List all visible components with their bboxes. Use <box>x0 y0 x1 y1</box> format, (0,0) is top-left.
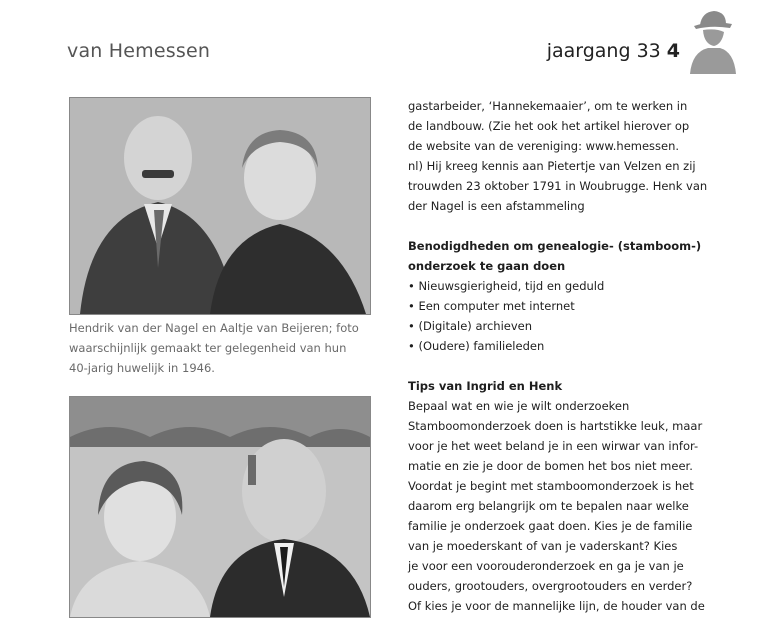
caption-line: Hendrik van der Nagel en Aaltje van Beijeren; foto <box>69 321 359 335</box>
portrait-photo-couple-1946 <box>69 97 371 315</box>
intro-line: de website van de vereniging: www.hemessen. <box>408 139 680 153</box>
intro-line: gastarbeider, ‘Hannekemaaier’, om te werken in <box>408 99 688 113</box>
caption-line: 40-jarig huwelijk in 1946. <box>69 361 215 375</box>
body-line: van je moederskant of van je vaderskant? Kies <box>408 539 678 553</box>
article-column <box>408 96 718 616</box>
list-item: • (Digitale) archieven <box>408 316 718 336</box>
intro-line: der Nagel is een afstammeling <box>408 199 585 213</box>
photo1-caption <box>69 318 379 378</box>
body-line: ouders, grootouders, overgrootouders en verder? <box>408 579 693 593</box>
body-line: je voor een voorouderonderzoek en ga je van je <box>408 559 684 573</box>
intro-line: de landbouw. (Zie het ook het artikel hierover op <box>408 119 690 133</box>
section-heading: Benodigdheden om genealogie- (stamboom-) <box>408 239 702 253</box>
requirements-list <box>408 276 718 356</box>
list-item: • Nieuwsgierigheid, tijd en geduld <box>408 276 718 296</box>
volume-label: jaargang 33 <box>546 40 661 62</box>
publication-title: van Hemessen <box>67 40 211 62</box>
body-line: voor je het weet beland je in een wirwar van infor- <box>408 439 699 453</box>
list-item: • (Oudere) familieleden <box>408 336 718 356</box>
intro-line: nl) Hij kreeg kennis aan Pietertje van Velzen en zij <box>408 159 696 173</box>
photo-figures <box>70 397 370 617</box>
page-number: 4 <box>666 40 680 62</box>
body-line: Voordat je begint met stamboomonderzoek is het <box>408 479 694 493</box>
list-item: • Een computer met internet <box>408 296 718 316</box>
body-line: daarom erg belangrijk om te bepalen naar welke <box>408 499 689 513</box>
body-line: Bepaal wat en wie je wilt onderzoeken <box>408 399 630 413</box>
photo-ingrid-and-henk <box>69 396 371 618</box>
body-line: Stamboomonderzoek doen is hartstikke leuk, maar <box>408 419 703 433</box>
caption-line: waarschijnlijk gemaakt ter gelegenheid van hun <box>69 341 347 355</box>
section-heading: Tips van Ingrid en Henk <box>408 379 563 393</box>
photo-figures <box>70 98 370 314</box>
intro-line: trouwden 23 oktober 1791 in Woubrugge. Henk van <box>408 179 708 193</box>
section-heading: onderzoek te gaan doen <box>408 259 566 273</box>
body-line: Of kies je voor de mannelijke lijn, de houder van de <box>408 599 705 613</box>
body-line: familie je onderzoek gaat doen. Kies je de familie <box>408 519 693 533</box>
body-line: matie en zie je door de bomen het bos niet meer. <box>408 459 693 473</box>
man-with-hat-logo-icon <box>686 6 738 74</box>
issue-label <box>547 40 680 62</box>
